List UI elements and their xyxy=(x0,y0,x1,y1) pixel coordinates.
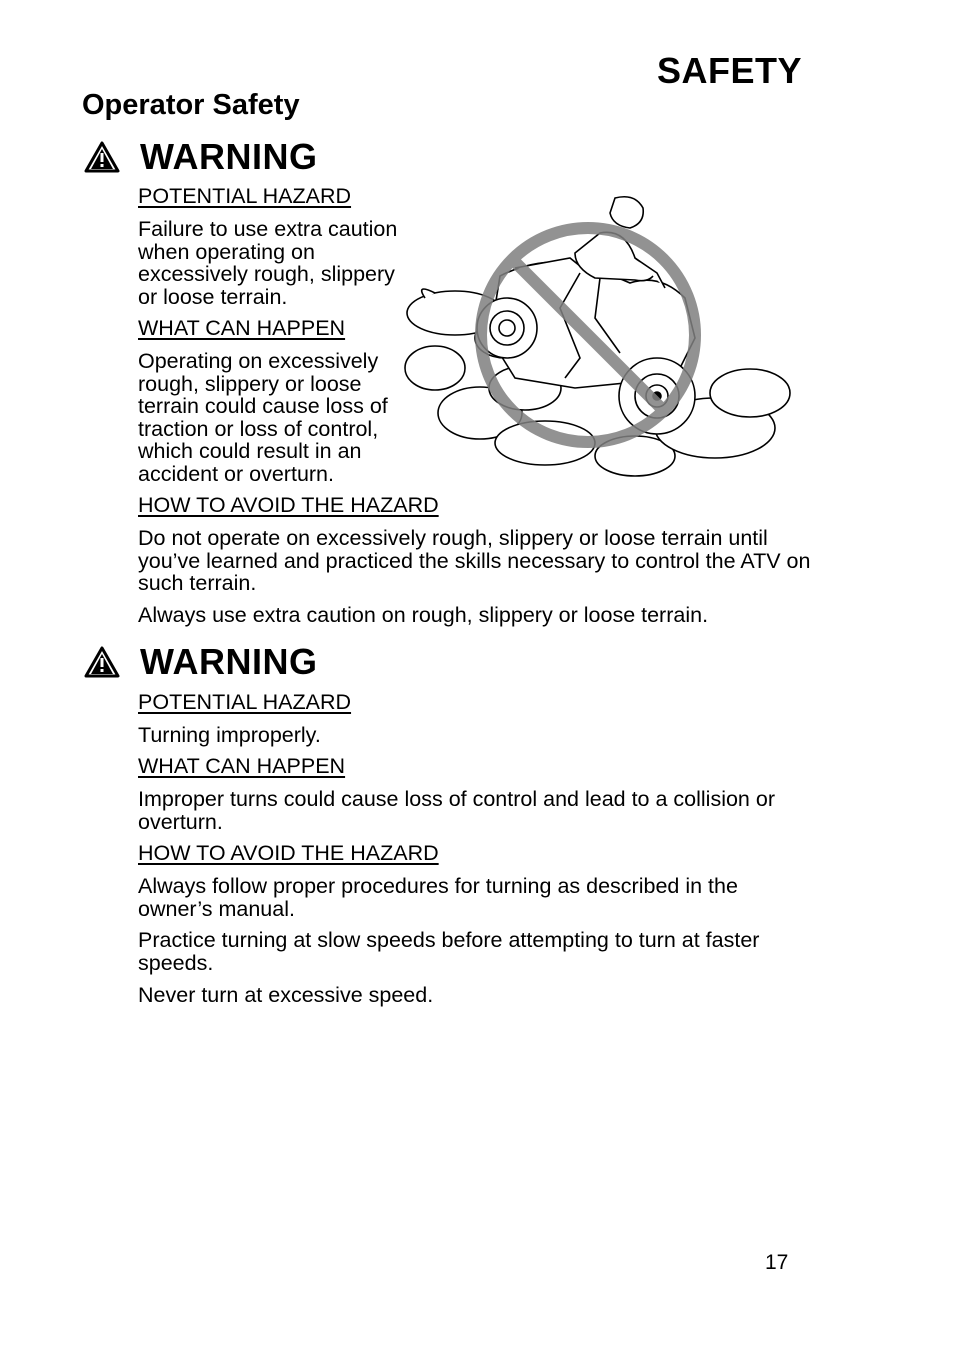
section-title: SAFETY xyxy=(656,50,802,91)
prohibited-atv-rough-terrain-icon xyxy=(395,188,800,483)
happen-text: Improper turns could cause loss of control and lead to a collision or overturn. xyxy=(138,787,775,834)
warning-triangle-icon xyxy=(84,646,120,678)
avoid-label: HOW TO AVOID THE HAZARD xyxy=(138,493,439,517)
warning-word: WARNING xyxy=(140,641,318,682)
warning-heading-1 xyxy=(84,136,318,178)
subsection-title: Operator Safety xyxy=(82,89,300,121)
happen-text: Operating on excessively rough, slippery or loose terrain could cause loss of traction or loss of control, which could result in an accident or overturn. xyxy=(138,349,388,486)
hazard-label: POTENTIAL HAZARD xyxy=(138,690,352,714)
avoid-text: Always use extra caution on rough, slippery or loose terrain. xyxy=(138,603,709,627)
avoid-text: Never turn at excessive speed. xyxy=(138,983,434,1007)
warning-word: WARNING xyxy=(140,136,318,177)
hazard-text: Failure to use extra caution when operating on excessively rough, slippery or loose terrain. xyxy=(138,217,398,309)
avoid-text: Always follow proper procedures for turning as described in the owner’s manual. xyxy=(138,874,738,921)
warning-heading-2 xyxy=(84,641,318,683)
avoid-text: Practice turning at slow speeds before attempting to turn at faster speeds. xyxy=(138,928,760,975)
avoid-text: Do not operate on excessively rough, slippery or loose terrain until you’ve learned and practiced the skills necessary to control the ATV on such terrain. xyxy=(138,526,811,595)
hazard-label: POTENTIAL HAZARD xyxy=(138,184,352,208)
happen-label: WHAT CAN HAPPEN xyxy=(138,754,346,778)
happen-label: WHAT CAN HAPPEN xyxy=(138,316,346,340)
warning-triangle-icon xyxy=(84,141,120,173)
page-number: 17 xyxy=(765,1251,789,1274)
avoid-label: HOW TO AVOID THE HAZARD xyxy=(138,841,439,865)
hazard-text: Turning improperly. xyxy=(138,723,321,747)
